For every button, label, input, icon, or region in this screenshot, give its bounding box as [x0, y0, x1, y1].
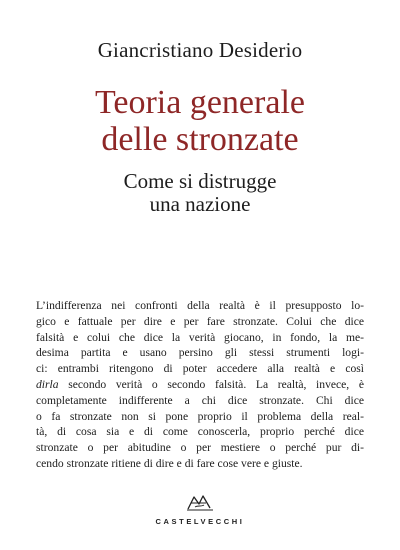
blurb-line: L’indifferenza nei confronti della realtà è il presupposto lo- [36, 299, 364, 312]
publisher-name: CASTELVECCHI [155, 517, 245, 526]
book-title [0, 84, 400, 158]
blurb-line-rest: secondo verità o secondo falsità. La realtà, invece, è [68, 377, 364, 391]
blurb-line: ci: entrambi ritengono di poter accedere alla realtà e così [36, 362, 364, 376]
blurb-line: completamente indifferente a chi dice stronzate. Chi dice [36, 393, 364, 407]
title-line-1: Teoria generale [95, 84, 305, 121]
subtitle-line-2: una nazione [149, 192, 251, 216]
blurb-italic-word: dirla [36, 377, 59, 391]
title-line-2: delle stronzate [101, 121, 299, 158]
blurb-line: tà, di cosa sia e di come conoscerla, proprio perché dice [36, 425, 364, 439]
blurb-line-with-italic [36, 377, 364, 393]
blurb-line: stronzate o per abitudine o per mestiere o perché pur di- [36, 441, 364, 455]
castelvecchi-logo-icon [185, 492, 215, 512]
subtitle-line-1: Come si distrugge [123, 169, 277, 193]
author-name: Giancristiano Desiderio [97, 38, 303, 62]
blurb-line: gico e fattuale per dire e per fare stronzate. Colui che dice [36, 314, 364, 328]
blurb-text [36, 298, 364, 472]
blurb-line: o fa stronzate non si pone proprio il problema della real- [36, 409, 364, 423]
book-subtitle [0, 170, 400, 216]
blurb-line: cendo stronzate ritiene di dire e di fare cose vere e giuste. [36, 456, 303, 470]
blurb-line: falsità e colui che dice la verità giocano, in fondo, la me- [36, 330, 364, 344]
blurb-line: desima partita e usano persino gli stessi strumenti logi- [36, 346, 364, 360]
